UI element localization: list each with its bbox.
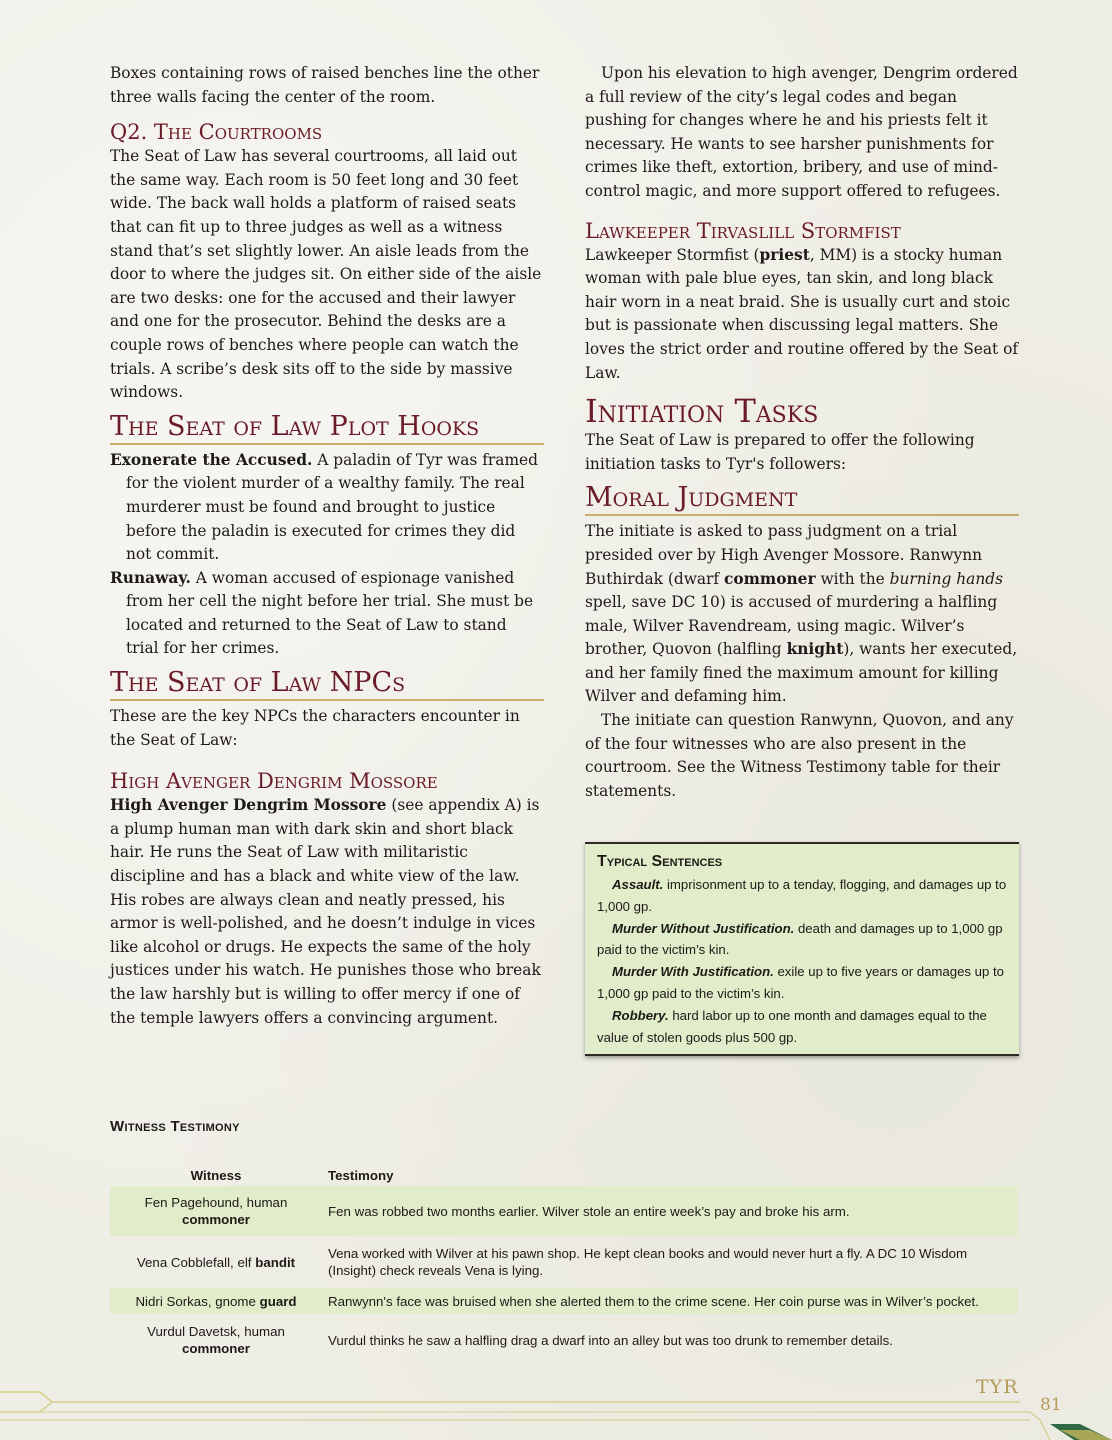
table-row: [110, 1186, 1018, 1236]
hook-exonerate-title: Exonerate the Accused.: [110, 450, 313, 469]
witness-cell: [110, 1186, 322, 1236]
moral-text-g: ), wants her executed, and her family fined the maximum amount for killing Wilver and defaming him.: [585, 640, 1018, 706]
witness-cell: [110, 1288, 322, 1314]
dengrim-heading: High Avenger Dengrim Mossore: [110, 769, 438, 794]
sentence-text: imprisonment up to a tenday, flogging, and damages up to 1,000 gp.: [597, 877, 1007, 914]
table-row: [110, 1314, 1018, 1366]
table-row: [110, 1236, 1018, 1288]
hook-runaway-text: A woman accused of espionage vanished from her cell the night before her trial. She must be located and returned to the Seat of Law to stand trial for her crimes.: [126, 568, 534, 658]
moral-text-e: spell, save DC 10) is accused of murdering a halfling male, Wilver Ravendream, using magic. Wilver’s brother, Quovon (halfling: [585, 593, 998, 659]
dengrim-description: (see appendix A) is a plump human man with dark skin and short black hair. He runs the Seat of Law with militaristic discipline and has a black and white view of the law. His robes are always clean and neatly pressed, his armor is well-polished, and he doesn’t indulge in vices like alcohol or drugs. He expects the same of the holy justices under his watch. He punishes those who break the law harshly but is willing to offer mercy if one of the temple lawyers offers a convincing argument.: [110, 796, 541, 1027]
page-number: 81: [1040, 1395, 1062, 1415]
moral-stat-commoner: commoner: [724, 569, 816, 588]
witness-stat: bandit: [255, 1254, 296, 1270]
table-row: [110, 1288, 1018, 1314]
sentence-lead: Assault.: [612, 877, 664, 892]
testimony-cell: Ranwynn's face was bruised when she alerted them to the crime scene. Her coin purse was in Wilver’s pocket.: [322, 1288, 1018, 1314]
sentence-murder-without: [597, 918, 1007, 962]
moral-stat-knight: knight: [786, 640, 844, 659]
left-column: [110, 62, 544, 1030]
footer-ornament: [0, 1378, 1112, 1440]
witness-cell: [110, 1314, 322, 1366]
witness-table-title: Witness Testimony: [110, 1118, 240, 1135]
moral-text-c: with the: [815, 569, 890, 588]
sentence-lead: Murder With Justification.: [612, 964, 774, 980]
witness-stat: guard: [259, 1293, 297, 1309]
sentence-lead: Murder Without Justification.: [612, 920, 795, 936]
hook-runaway-title: Runaway.: [110, 568, 191, 587]
right-column: [585, 62, 1019, 803]
footer-section-name: TYR: [976, 1376, 1019, 1398]
sentence-murder-with: [597, 961, 1007, 1005]
witness-name: Fen Pagehound, human: [144, 1195, 288, 1210]
lawkeeper-heading: Lawkeeper Tirvaslill Stormfist: [585, 218, 901, 243]
q2-body: The Seat of Law has several courtrooms, all laid out the same way. Each room is 50 feet long and 30 feet wide. The back wall holds a platform of raised seats that can fit up to three judges as well as a witness stand that’s set slightly lower. An aisle leads from the door to where the judges sit. On either side of the aisle are two desks: one for the accused and their lawyer and one for the prosecutor. Behind the desks are a couple rows of benches where people can watch the trials. A scribe’s desk sits off to the side by massive windows.: [110, 147, 542, 402]
lawkeeper-pre: Lawkeeper Stormfist (: [585, 245, 760, 264]
witness-name: Nidri Sorkas, gnome: [135, 1293, 256, 1309]
courtroom-intro-text: Boxes containing rows of raised benches line the other three walls facing the center of the room.: [110, 64, 540, 106]
moral-judgment-body: [585, 520, 1019, 709]
witness-stat: commoner: [182, 1341, 250, 1356]
sentence-robbery: [597, 1005, 1007, 1049]
sidebar-title: Typical Sentences: [597, 853, 723, 870]
moral-text-a: The initiate is asked to pass judgment on a trial presided over by High Avenger Mossore. Ranwynn Buthirdak (dwarf: [585, 522, 983, 588]
witness-name: Vena Cobblefall, elf: [136, 1254, 252, 1270]
npcs-heading: The Seat of Law NPCs: [110, 667, 544, 701]
witness-testimony-table: [110, 1166, 1018, 1366]
typical-sentences-sidebar: [585, 842, 1019, 1056]
plot-hooks-heading: The Seat of Law Plot Hooks: [110, 411, 544, 445]
q2-heading: Q2. The Courtrooms: [110, 120, 323, 145]
sentence-lead: Robbery.: [612, 1007, 669, 1023]
hook-exonerate-text: A paladin of Tyr was framed for the violent murder of a wealthy family. The real murderer must be found and brought to justice before the paladin is executed for crimes they did not commit.: [126, 450, 538, 564]
witness-stat: commoner: [182, 1212, 250, 1227]
dengrim-name: High Avenger Dengrim Mossore: [110, 796, 387, 815]
lawkeeper-body: [585, 244, 1019, 386]
testimony-cell: Vena worked with Wilver at his pawn shop. He kept clean books and would never hurt a fly. A DC 10 Wisdom (Insight) check reveals Vena is lying.: [328, 1246, 968, 1278]
moral-judgment-heading: Moral Judgment: [585, 482, 1019, 516]
sentence-assault: [597, 874, 1007, 918]
header-testimony: Testimony: [328, 1168, 394, 1183]
sentence-text: hard labor up to one month and damages equal to the value of stolen goods plus 500 gp.: [597, 1007, 987, 1045]
sentence-text: death and damages up to 1,000 gp paid to the victim’s kin.: [597, 920, 1003, 958]
witness-cell: [110, 1236, 322, 1288]
hook-exonerate: [110, 449, 544, 567]
header-witness: Witness: [190, 1168, 242, 1183]
table-header-row: [110, 1166, 1018, 1186]
lawkeeper-post: , MM) is a stocky human woman with pale blue eyes, tan skin, and long black hair worn in a neat braid. She is usually curt and stoic but is passionate when discussing legal matters. She loves the strict order and routine offered by the Seat of Law.: [585, 245, 1019, 382]
lawkeeper-stat: priest: [759, 245, 810, 264]
moral-spell-burning-hands: burning hands: [889, 569, 1004, 588]
initiation-intro: The Seat of Law is prepared to offer the following initiation tasks to Tyr's followers:: [585, 431, 975, 473]
dengrim-continued: Upon his elevation to high avenger, Dengrim ordered a full review of the city’s legal codes and began pushing for changes where he and his priests felt it necessary. He wants to see harsher punishments for crimes like theft, extortion, bribery, and use of mind-control magic, and more support offered to refugees.: [585, 64, 1018, 200]
moral-judgment-question: The initiate can question Ranwynn, Quovon, and any of the four witnesses who are also present in the courtroom. See the Witness Testimony table for their statements.: [585, 711, 1014, 800]
dengrim-body: [110, 794, 544, 1030]
testimony-cell: Fen was robbed two months earlier. Wilver stole an entire week’s pay and broke his arm.: [322, 1186, 1018, 1236]
hook-runaway: [110, 567, 544, 661]
testimony-cell: Vurdul thinks he saw a halfling drag a dwarf into an alley but was too drunk to remember details.: [328, 1332, 893, 1348]
initiation-heading: Initiation Tasks: [585, 392, 819, 431]
npcs-intro: These are the key NPCs the characters encounter in the Seat of Law:: [110, 707, 520, 749]
sentence-text: exile up to five years or damages up to 1,000 gp paid to the victim’s kin.: [597, 964, 1004, 1001]
witness-name: Vurdul Davetsk, human: [147, 1324, 285, 1339]
